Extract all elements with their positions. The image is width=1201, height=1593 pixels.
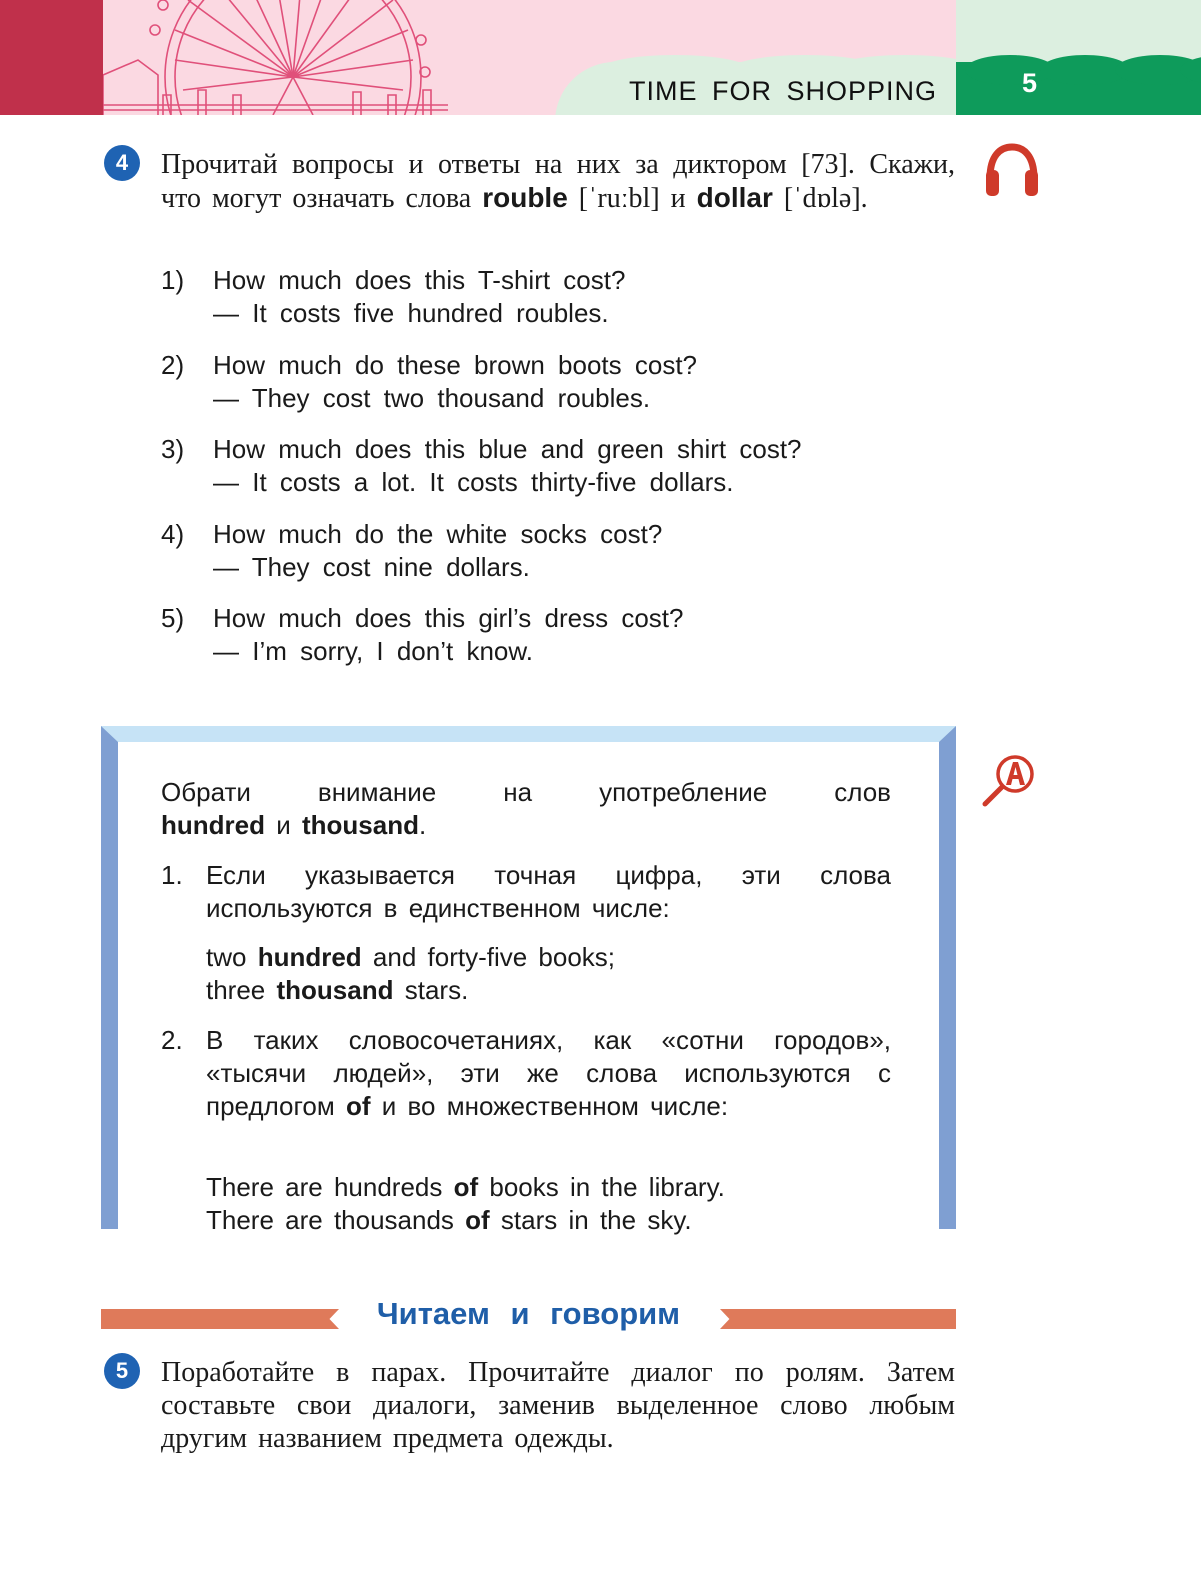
- word-rouble: rouble: [482, 182, 568, 213]
- answer: — It costs five hundred roubles.: [213, 298, 609, 328]
- unit-title: TIME FOR SHOPPING: [629, 76, 938, 106]
- exercise-number-badge: 5: [104, 1353, 140, 1389]
- exercise5-instruction: Поработайте в парах. Прочитайте диалог по ролям. Затем составьте свои диалоги, заменив выделенное слово любым другим названием предмета одежды.: [161, 1357, 955, 1454]
- exercise4-instruction: Прочитай вопросы и ответы на них за диктором [73]. Скажи, что могут означать слова rouble [ˈruːbl] и dollar [ˈdɒlə].: [161, 149, 955, 214]
- question: How much does this blue and green shirt cost?: [213, 434, 802, 464]
- rule-2-number: 2.: [161, 1025, 183, 1055]
- answer: — I’m sorry, I don’t know.: [213, 636, 533, 666]
- section-title: Читаем и говорим: [376, 1296, 681, 1331]
- page-header: [0, 0, 1201, 115]
- word-dollar: dollar: [696, 182, 773, 213]
- grammar-magnifier-icon[interactable]: [980, 752, 1040, 808]
- page-number: 5: [1022, 68, 1038, 98]
- header-red-block: [0, 0, 103, 115]
- rule-intro-line1: Обрати внимание на употребление слов: [161, 777, 891, 807]
- question: How much do the white socks cost?: [213, 519, 663, 549]
- ferris-wheel-illustration: [103, 0, 448, 115]
- qa-item-4: 4) How much do the white socks cost? — They cost nine dollars.: [161, 519, 663, 582]
- answer: — It costs a lot. It costs thirty-five dollars.: [213, 467, 734, 497]
- qa-item-1: 1) How much does this T-shirt cost? — It costs five hundred roubles.: [161, 265, 626, 328]
- headphones-icon[interactable]: [983, 142, 1041, 200]
- rule-1-example-1: two hundred and forty-five books;: [206, 942, 616, 972]
- rule-intro-line2: hundred и thousand.: [161, 810, 427, 840]
- rule-1-example-2: three thousand stars.: [206, 975, 469, 1005]
- question: How much does this T-shirt cost?: [213, 265, 626, 295]
- answer: — They cost two thousand roubles.: [213, 383, 651, 413]
- qa-item-5: 5) How much does this girl’s dress cost? — I’m sorry, I don’t know.: [161, 603, 684, 666]
- qa-item-2: 2) How much do these brown boots cost? — They cost two thousand roubles.: [161, 350, 698, 413]
- answer: — They cost nine dollars.: [213, 552, 530, 582]
- rule-1-number: 1.: [161, 860, 183, 890]
- question: How much do these brown boots cost?: [213, 350, 698, 380]
- rule-2-text: В таких словосочетаниях, как «сотни городов», «тысячи людей», эти же слова используются с предлогом of и во множественном числе:: [206, 1025, 891, 1121]
- rule-1-text: Если указывается точная цифра, эти слова используются в единственном числе:: [206, 860, 891, 923]
- rule-2-example-1: There are hundreds of books in the library.: [206, 1172, 725, 1202]
- rule-2-example-2: There are thousands of stars in the sky.: [206, 1205, 692, 1235]
- section-banner: [101, 1296, 956, 1331]
- qa-item-3: 3) How much does this blue and green shirt cost? — It costs a lot. It costs thirty-five dollars.: [161, 434, 802, 497]
- exercise-number-badge: 4: [104, 145, 140, 181]
- question: How much does this girl’s dress cost?: [213, 603, 684, 633]
